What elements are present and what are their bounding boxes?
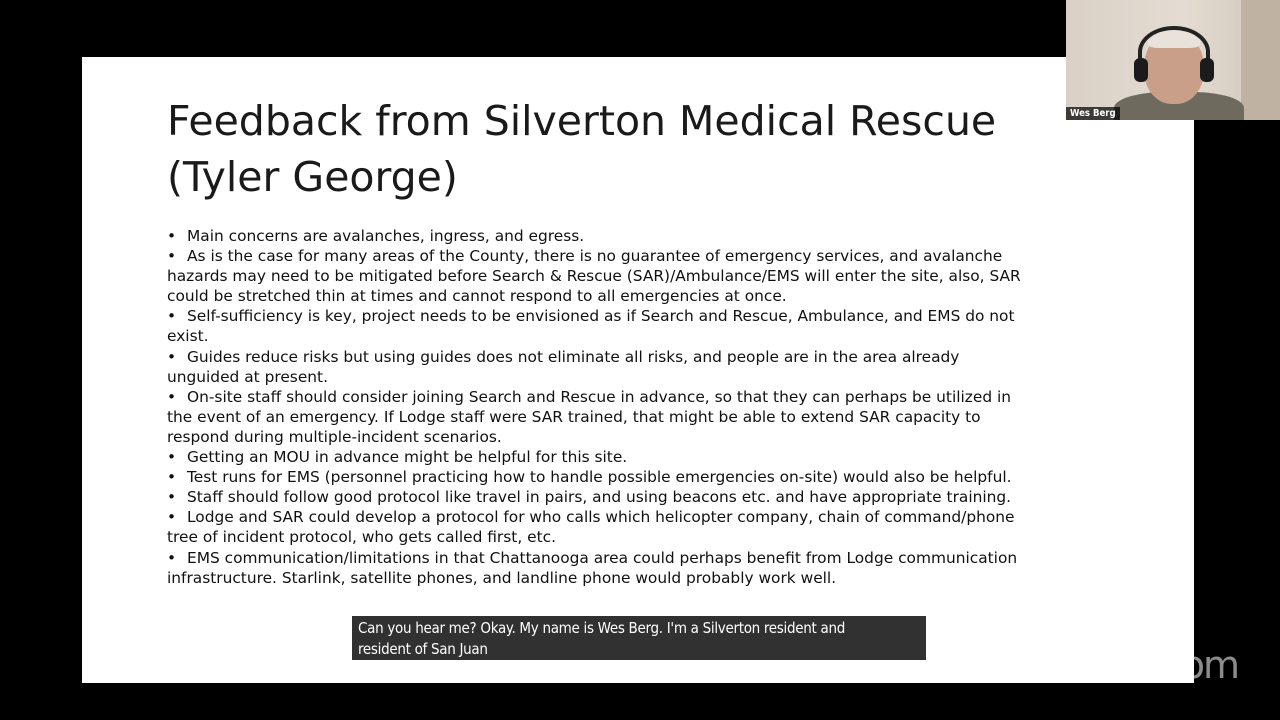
bullet-marker: • bbox=[167, 227, 177, 245]
bullet-line: infrastructure. Starlink, satellite phones, and landline phone would probably work well. bbox=[167, 568, 837, 587]
bullet-item bbox=[167, 487, 1117, 507]
bullet-item bbox=[167, 306, 1117, 346]
bullet-line: the event of an emergency. If Lodge staff were SAR trained, that might be able to extend SAR capacity to bbox=[167, 407, 981, 426]
bullet-line: Lodge and SAR could develop a protocol for who calls which helicopter company, chain of command/phone bbox=[187, 508, 1015, 527]
zoom-watermark: zoom bbox=[1142, 643, 1238, 687]
participant-video-tile[interactable] bbox=[1066, 0, 1280, 120]
bullet-marker: • bbox=[167, 548, 177, 567]
bullet-line: exist. bbox=[167, 327, 209, 346]
video-background-door bbox=[1241, 0, 1280, 120]
bullet-line: EMS communication/limitations in that Chattanooga area could perhaps benefit from Lodge communication bbox=[187, 548, 1018, 567]
bullet-marker: • bbox=[167, 448, 177, 467]
live-caption bbox=[352, 616, 926, 660]
bullet-line: could be stretched thin at times and cannot respond to all emergencies at once. bbox=[167, 287, 787, 306]
bullet-line: tree of incident protocol, who gets called first, etc. bbox=[167, 528, 556, 547]
bullet-item bbox=[167, 507, 1117, 547]
headset-earcup-right bbox=[1200, 58, 1214, 82]
bullet-line: hazards may need to be mitigated before Search & Rescue (SAR)/Ambulance/EMS will enter the site, also, SAR bbox=[167, 267, 1021, 286]
bullet-item bbox=[167, 387, 1117, 447]
bullet-item bbox=[167, 548, 1117, 588]
bullet-item bbox=[167, 347, 1117, 387]
bullet-line: unguided at present. bbox=[167, 367, 328, 386]
bullet-line: Guides reduce risks but using guides does not eliminate all risks, and people are in the area already bbox=[187, 347, 960, 366]
bullet-line: As is the case for many areas of the County, there is no guarantee of emergency services, and avalanche bbox=[187, 247, 1003, 266]
headset-earcup-left bbox=[1134, 58, 1148, 82]
slide-title-line-1: Feedback from Silverton Medical Rescue bbox=[167, 97, 997, 145]
bullet-line: Getting an MOU in advance might be helpful for this site. bbox=[187, 448, 628, 467]
bullet-item bbox=[167, 467, 1117, 487]
slide-title bbox=[167, 93, 1067, 205]
bullet-marker: • bbox=[167, 488, 177, 507]
bullet-item bbox=[167, 226, 1117, 246]
bullet-line: respond during multiple-incident scenarios. bbox=[167, 427, 502, 446]
bullet-line: Staff should follow good protocol like travel in pairs, and using beacons etc. and have appropriate training. bbox=[187, 488, 1012, 507]
bullet-marker: • bbox=[167, 347, 177, 366]
bullet-line: Test runs for EMS (personnel practicing how to handle possible emergencies on-site) would also be helpful. bbox=[187, 468, 1012, 487]
bullet-marker: • bbox=[167, 387, 177, 406]
bullet-item bbox=[167, 447, 1117, 467]
bullet-list bbox=[167, 226, 1117, 588]
bullet-marker: • bbox=[167, 307, 177, 326]
caption-line-2: resident of San Juan bbox=[358, 640, 488, 658]
bullet-item bbox=[167, 246, 1117, 306]
slide-title-line-2: (Tyler George) bbox=[167, 153, 458, 201]
caption-line-1: Can you hear me? Okay. My name is Wes Berg. I'm a Silverton resident and bbox=[358, 619, 845, 637]
bullet-marker: • bbox=[167, 508, 177, 527]
bullet-marker: • bbox=[167, 468, 177, 487]
participant-name-tag: Wes Berg bbox=[1066, 107, 1120, 120]
bullet-line: Self-sufficiency is key, project needs to be envisioned as if Search and Rescue, Ambulance, and EMS do not bbox=[187, 307, 1015, 326]
bullet-line: Main concerns are avalanches, ingress, and egress. bbox=[187, 227, 585, 245]
bullet-line: On-site staff should consider joining Search and Rescue in advance, so that they can perhaps be utilized in bbox=[187, 387, 1012, 406]
shared-slide bbox=[82, 57, 1194, 683]
bullet-marker: • bbox=[167, 247, 177, 266]
